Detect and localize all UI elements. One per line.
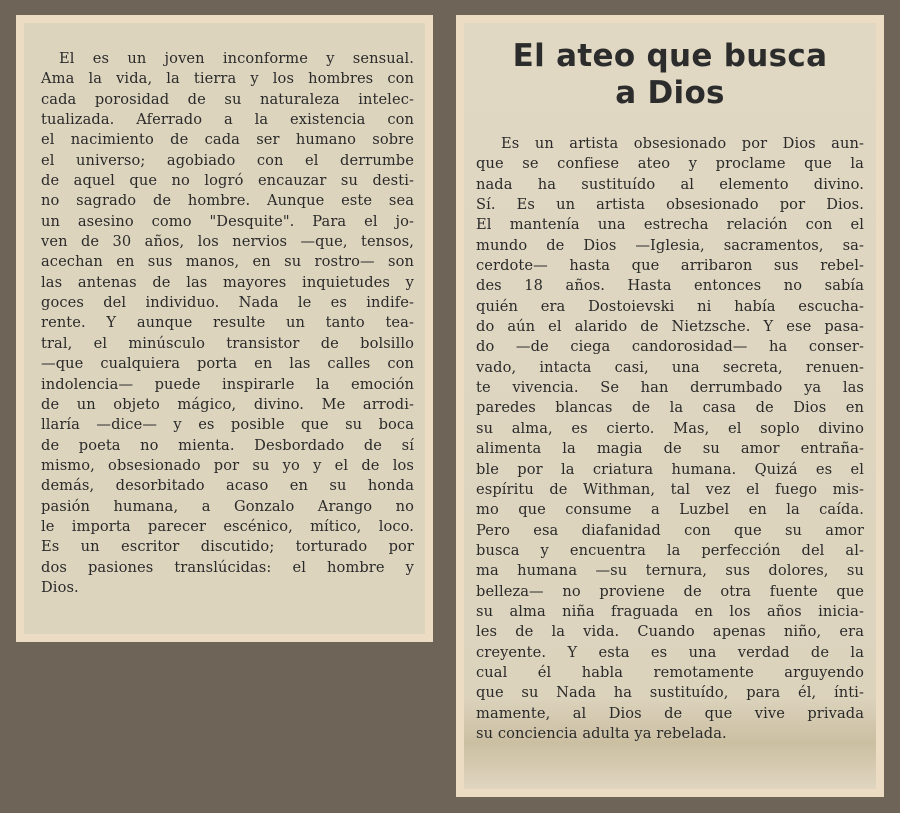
text-line: dos pasiones translúcidas: el hombre y xyxy=(41,558,414,576)
text-line: El mantenía una estrecha relación con el xyxy=(476,216,864,234)
text-line: do aún el alarido de Nietzsche. Y ese pasa- xyxy=(476,318,864,336)
text-line: el universo; agobiado con el derrumbe xyxy=(41,151,414,169)
text-line: su alma niña fraguada en los años inicia- xyxy=(476,602,864,620)
text-line: goces del individuo. Nada le es indife- xyxy=(41,294,414,312)
left-clipping-text xyxy=(41,49,414,598)
text-line: mo que consume a Luzbel en la caída. xyxy=(476,501,864,519)
left-clipping xyxy=(24,23,425,634)
text-line: no sagrado de hombre. Aunque este sea xyxy=(41,192,414,210)
article-headline xyxy=(476,38,864,112)
text-line: el nacimiento de cada ser humano sobre xyxy=(41,131,414,149)
text-line: alimenta la magia de su amor entraña- xyxy=(476,440,864,458)
text-line: Dios. xyxy=(41,578,79,596)
text-line: quién era Dostoievski ni había escucha- xyxy=(476,297,864,315)
text-line: mundo de Dios —Iglesia, sacramentos, sa- xyxy=(476,236,864,254)
text-line: que se confiese ateo y proclame que la xyxy=(476,155,864,173)
text-line: nada ha sustituído al elemento divino. xyxy=(476,175,864,193)
text-line: Sí. Es un artista obsesionado por Dios. xyxy=(476,196,864,214)
text-line: Ama la vida, la tierra y los hombres con xyxy=(41,70,414,88)
text-line: rente. Y aunque resulte un tanto tea- xyxy=(41,314,414,332)
text-line: le importa parecer escénico, mítico, loco. xyxy=(41,517,414,535)
text-line: demás, desorbitado acaso en su honda xyxy=(41,477,414,495)
text-line: Pero esa diafanidad con que su amor xyxy=(476,521,864,539)
text-line: paredes blancas de la casa de Dios en xyxy=(476,399,864,417)
text-line: busca y encuentra la perfección del al- xyxy=(476,541,864,559)
text-line: tral, el minúsculo transistor de bolsillo xyxy=(41,334,414,352)
text-line: llaría —dice— y es posible que su boca xyxy=(41,416,414,434)
text-line: cual él habla remotamente arguyendo xyxy=(476,663,864,681)
text-line: El es un joven inconforme y sensual. xyxy=(59,50,414,67)
text-line: de poeta no mienta. Desbordado de sí xyxy=(41,436,414,454)
text-line: cerdote— hasta que arribaron sus rebel- xyxy=(476,257,864,275)
text-line: ven de 30 años, los nervios —que, tensos, xyxy=(41,233,414,251)
text-line: Es un escritor discutido; torturado por xyxy=(41,538,414,556)
text-line: cada porosidad de su naturaleza intelec- xyxy=(41,90,414,108)
right-clipping-text xyxy=(476,134,864,744)
text-line: creyente. Y esta es una verdad de la xyxy=(476,643,864,661)
text-line: te vivencia. Se han derrumbado ya las xyxy=(476,379,864,397)
text-line: pasión humana, a Gonzalo Arango no xyxy=(41,497,414,515)
headline-line-1: El ateo que busca xyxy=(512,38,828,74)
text-line: mamente, al Dios de que vive privada xyxy=(476,704,864,722)
text-line: des 18 años. Hasta entonces no sabía xyxy=(476,277,864,295)
text-line: vado, intacta casi, una secreta, renuen- xyxy=(476,358,864,376)
text-line: acechan en sus manos, en su rostro— son xyxy=(41,253,414,271)
text-line: ma humana —su ternura, sus dolores, su xyxy=(476,562,864,580)
text-line: de un objeto mágico, divino. Me arrodi- xyxy=(41,395,414,413)
text-line: ble por la criatura humana. Quizá es el xyxy=(476,460,864,478)
text-line: do —de ciega candorosidad— ha conser- xyxy=(476,338,864,356)
text-line: su alma, es cierto. Mas, el soplo divino xyxy=(476,419,864,437)
text-line: que su Nada ha sustituído, para él, ínti- xyxy=(476,684,864,702)
text-line: las antenas de las mayores inquietudes y xyxy=(41,273,414,291)
right-clipping xyxy=(464,23,876,789)
headline-line-2: a Dios xyxy=(615,75,725,111)
text-line: les de la vida. Cuando apenas niño, era xyxy=(476,623,864,641)
text-line: belleza— no proviene de otra fuente que xyxy=(476,582,864,600)
text-line: espíritu de Withman, tal vez el fuego mis- xyxy=(476,480,864,498)
text-line: su conciencia adulta ya rebelada. xyxy=(476,724,727,742)
text-line: mismo, obsesionado por su yo y el de los xyxy=(41,456,414,474)
text-line: de aquel que no logró encauzar su desti- xyxy=(41,172,414,190)
text-line: —que cualquiera porta en las calles con xyxy=(41,355,414,373)
text-line: Es un artista obsesionado por Dios aun- xyxy=(501,135,864,152)
text-line: un asesino como "Desquite". Para el jo- xyxy=(41,212,414,230)
text-line: indolencia— puede inspirarle la emoción xyxy=(41,375,414,393)
text-line: tualizada. Aferrado a la existencia con xyxy=(41,111,414,129)
